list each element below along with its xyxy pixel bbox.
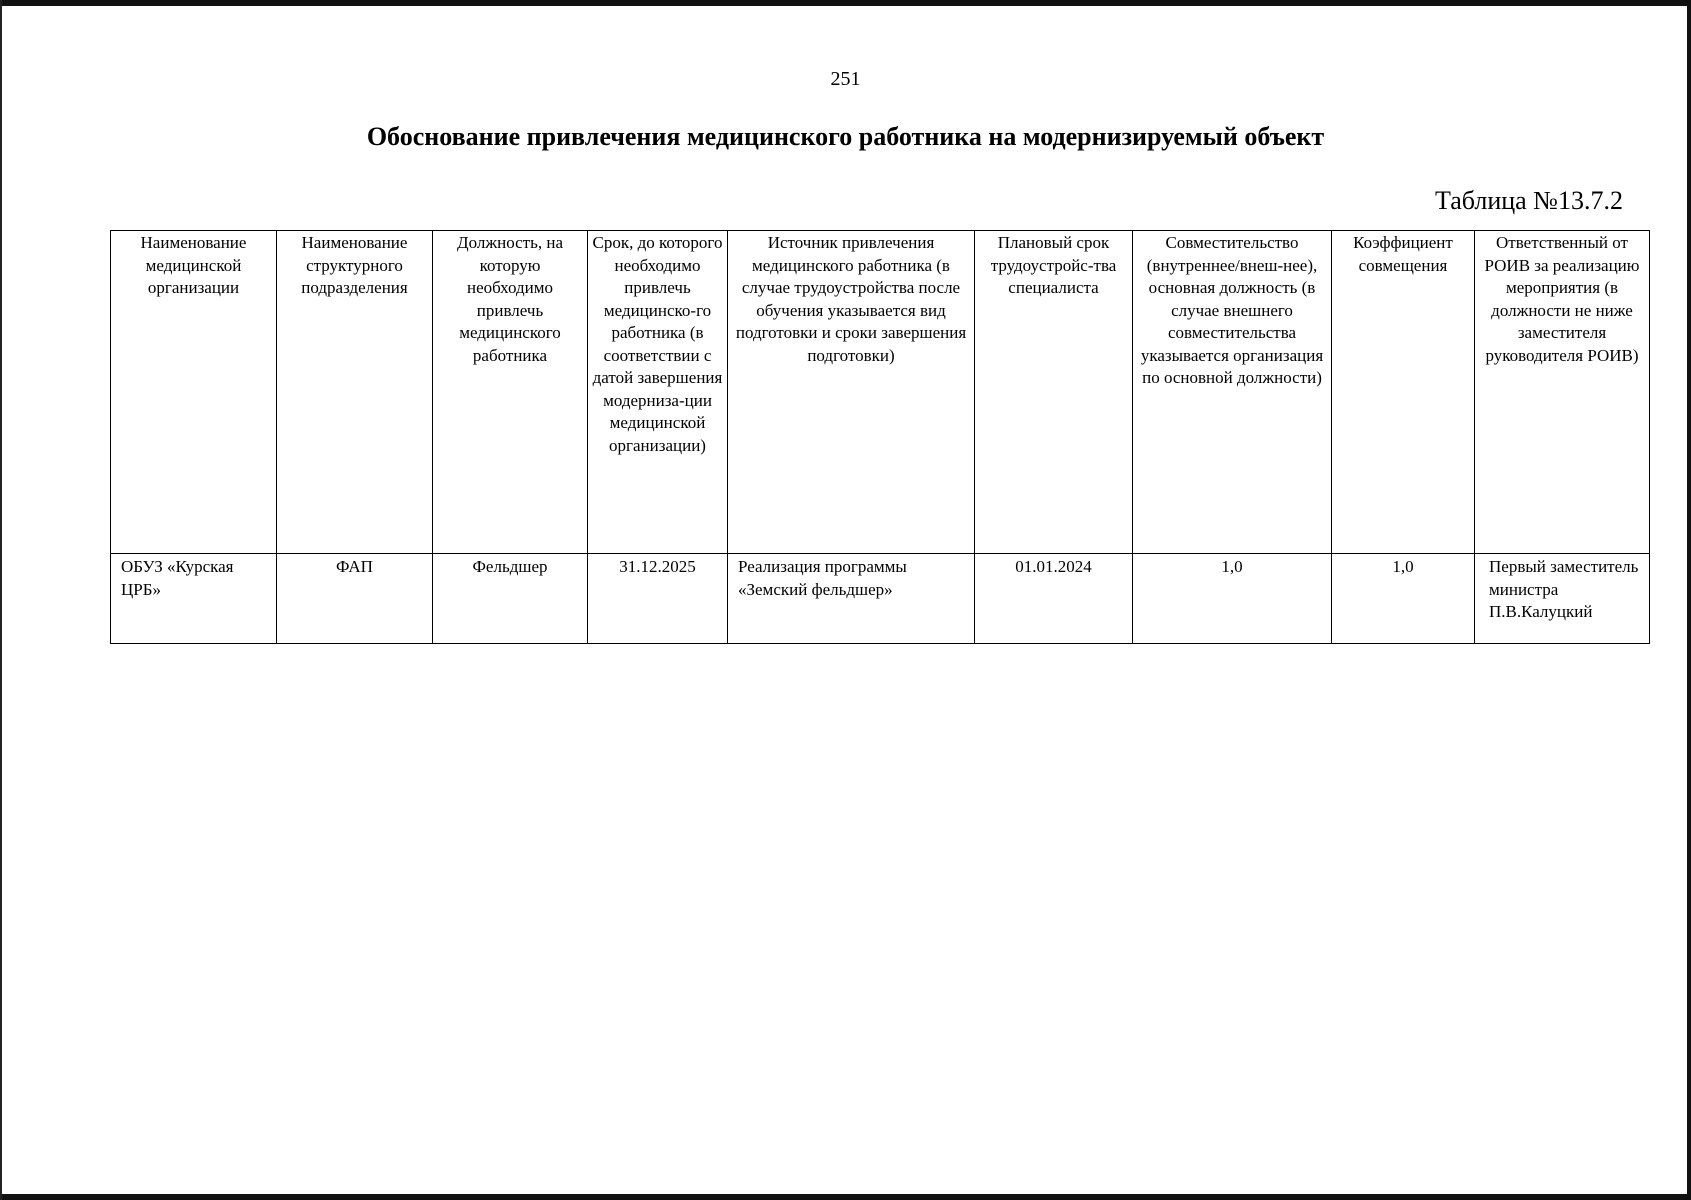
- cell-organization: ОБУЗ «Курская ЦРБ»: [111, 554, 277, 644]
- header-structural-unit: Наименование структурного подразделения: [277, 231, 433, 554]
- scan-border-bottom: [0, 1194, 1691, 1200]
- table-header-row: [111, 231, 1650, 554]
- table-label: Таблица №13.7.2: [1434, 186, 1623, 215]
- cell-position: Фельдшер: [433, 554, 588, 644]
- header-planned-date: Плановый срок трудоустройс-тва специалиста: [975, 231, 1133, 554]
- cell-planned-date: 01.01.2024: [975, 554, 1133, 644]
- scan-border-right: [1687, 0, 1691, 1200]
- header-source: Источник привлечения медицинского работника (в случае трудоустройства после обучения указывается вид подготовки и сроки завершения подготовки): [728, 231, 975, 554]
- table-row: [111, 554, 1650, 644]
- header-coefficient: Коэффициент совмещения: [1332, 231, 1475, 554]
- header-deadline: Срок, до которого необходимо привлечь медицинско-го работника (в соответствии с датой завершения модерниза-ции медицинской организации): [588, 231, 728, 554]
- scan-border-left: [0, 0, 2, 1200]
- cell-source: Реализация программы «Земский фельдшер»: [728, 554, 975, 644]
- header-part-time: Совместительство (внутреннее/внеш-нее), основная должность (в случае внешнего совместительства указывается организация по основной должности): [1133, 231, 1332, 554]
- cell-part-time: 1,0: [1133, 554, 1332, 644]
- header-position: Должность, на которую необходимо привлечь медицинского работника: [433, 231, 588, 554]
- cell-responsible: Первый заместитель министра П.В.Калуцкий: [1475, 554, 1650, 644]
- header-responsible: Ответственный от РОИВ за реализацию мероприятия (в должности не ниже заместителя руководителя РОИВ): [1475, 231, 1650, 554]
- header-organization: Наименование медицинской организации: [111, 231, 277, 554]
- page-number: 251: [830, 68, 861, 90]
- scan-border-top: [0, 0, 1691, 6]
- document-title: Обоснование привлечения медицинского работника на модернизируемый объект: [366, 122, 1325, 151]
- data-table: [110, 230, 1650, 644]
- cell-structural-unit: ФАП: [277, 554, 433, 644]
- cell-deadline: 31.12.2025: [588, 554, 728, 644]
- cell-coefficient: 1,0: [1332, 554, 1475, 644]
